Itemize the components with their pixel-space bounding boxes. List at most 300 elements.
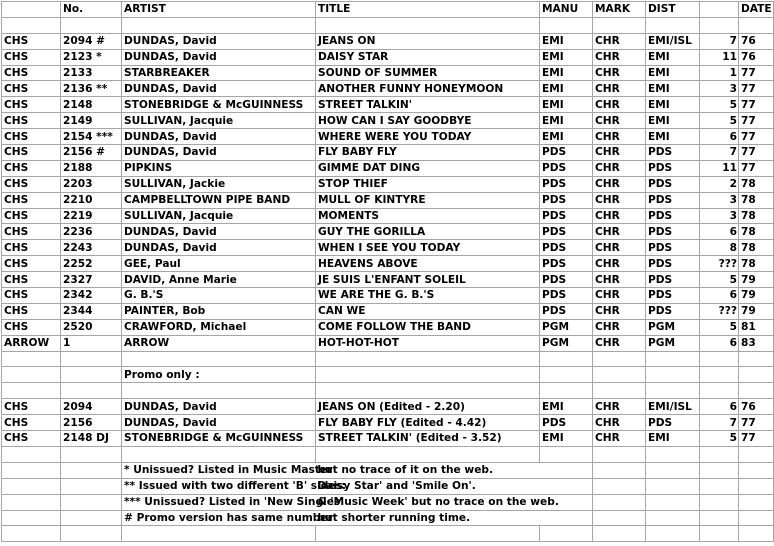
table-row [2, 303, 774, 319]
empty-cell [593, 367, 646, 383]
cell-artist: DUNDAS, David [122, 224, 316, 240]
footnote-row [2, 494, 774, 510]
footnote-row [2, 510, 774, 526]
empty-cell [540, 446, 593, 462]
empty-cell [646, 383, 700, 399]
cell-title: DAISY STAR [316, 49, 540, 65]
cell-title: FLY BABY FLY (Edited - 4.42) [316, 415, 540, 431]
cell-pos: 8 [700, 240, 739, 256]
cell-dist: EMI [646, 81, 700, 97]
cell-pos: 11 [700, 49, 739, 65]
table-row [2, 335, 774, 351]
table-row [2, 272, 774, 288]
table-row [2, 399, 774, 415]
cell-label: CHS [2, 240, 61, 256]
cell-label: CHS [2, 49, 61, 65]
cell-manu: PDS [540, 272, 593, 288]
cell-artist: DUNDAS, David [122, 129, 316, 145]
empty-cell [122, 17, 316, 33]
cell-no: 2342 [61, 288, 122, 304]
cell-mark: CHR [593, 256, 646, 272]
cell-date: 77 [739, 431, 774, 447]
empty-cell [2, 17, 61, 33]
cell-date: 78 [739, 208, 774, 224]
empty-cell [540, 526, 593, 542]
cell-date: 77 [739, 97, 774, 113]
cell-artist: DAVID, Anne Marie [122, 272, 316, 288]
table-row [2, 176, 774, 192]
table-row [2, 240, 774, 256]
cell-date: 79 [739, 303, 774, 319]
cell-no: 1 [61, 335, 122, 351]
empty-cell [739, 510, 774, 526]
cell-artist: SULLIVAN, Jackie [122, 176, 316, 192]
cell-title: JE SUIS L'ENFANT SOLEIL [316, 272, 540, 288]
empty-cell [540, 17, 593, 33]
cell-pos: 2 [700, 176, 739, 192]
header-date: DATE [739, 2, 774, 18]
cell-pos: 5 [700, 319, 739, 335]
cell-mark: CHR [593, 33, 646, 49]
cell-mark: CHR [593, 288, 646, 304]
empty-cell [700, 17, 739, 33]
cell-dist: PDS [646, 160, 700, 176]
cell-artist: CRAWFORD, Michael [122, 319, 316, 335]
footnote-right: Daisy Star' and 'Smile On'. [316, 478, 593, 494]
empty-cell [700, 367, 739, 383]
footnote-left: *** Unissued? Listed in 'New Singles' [122, 494, 316, 510]
cell-mark: CHR [593, 303, 646, 319]
cell-label: CHS [2, 399, 61, 415]
cell-no: 2520 [61, 319, 122, 335]
empty-cell [646, 462, 700, 478]
cell-dist: PGM [646, 319, 700, 335]
cell-label: CHS [2, 192, 61, 208]
cell-mark: CHR [593, 160, 646, 176]
cell-no: 2123 * [61, 49, 122, 65]
cell-manu: PDS [540, 256, 593, 272]
cell-no: 2210 [61, 192, 122, 208]
cell-pos: 7 [700, 33, 739, 49]
cell-date: 77 [739, 65, 774, 81]
table-row [2, 97, 774, 113]
cell-date: 76 [739, 399, 774, 415]
cell-title: GIMME DAT DING [316, 160, 540, 176]
empty-cell [646, 351, 700, 367]
table-body [2, 17, 774, 541]
cell-title: FLY BABY FLY [316, 145, 540, 161]
cell-date: 77 [739, 160, 774, 176]
empty-cell [739, 383, 774, 399]
empty-cell [316, 526, 540, 542]
empty-cell [2, 494, 61, 510]
cell-title: SOUND OF SUMMER [316, 65, 540, 81]
empty-cell [61, 462, 122, 478]
cell-manu: EMI [540, 65, 593, 81]
empty-cell [593, 526, 646, 542]
cell-dist: PDS [646, 176, 700, 192]
cell-date: 77 [739, 81, 774, 97]
spacer-row [2, 17, 774, 33]
cell-mark: CHR [593, 145, 646, 161]
empty-cell [700, 510, 739, 526]
cell-artist: STONEBRIDGE & McGUINNESS [122, 97, 316, 113]
spacer-row [2, 383, 774, 399]
cell-manu: PDS [540, 176, 593, 192]
cell-title: JEANS ON [316, 33, 540, 49]
cell-artist: DUNDAS, David [122, 145, 316, 161]
cell-pos: 5 [700, 97, 739, 113]
cell-manu: EMI [540, 431, 593, 447]
cell-manu: EMI [540, 97, 593, 113]
cell-manu: EMI [540, 399, 593, 415]
cell-date: 78 [739, 256, 774, 272]
cell-mark: CHR [593, 415, 646, 431]
empty-cell [739, 462, 774, 478]
cell-artist: G. B.'S [122, 288, 316, 304]
cell-mark: CHR [593, 335, 646, 351]
cell-title: STREET TALKIN' (Edited - 3.52) [316, 431, 540, 447]
cell-pos: 6 [700, 288, 739, 304]
empty-cell [316, 383, 540, 399]
cell-dist: PDS [646, 224, 700, 240]
cell-no: 2236 [61, 224, 122, 240]
table-row [2, 49, 774, 65]
cell-no: 2133 [61, 65, 122, 81]
cell-dist: EMI [646, 49, 700, 65]
cell-title: MOMENTS [316, 208, 540, 224]
empty-cell [739, 526, 774, 542]
empty-cell [700, 446, 739, 462]
empty-cell [739, 351, 774, 367]
cell-manu: PGM [540, 335, 593, 351]
cell-artist: DUNDAS, David [122, 240, 316, 256]
cell-pos: 1 [700, 65, 739, 81]
empty-cell [316, 446, 540, 462]
cell-manu: PDS [540, 160, 593, 176]
cell-pos: 6 [700, 335, 739, 351]
footnote-right: but no trace of it on the web. [316, 462, 593, 478]
cell-dist: EMI [646, 97, 700, 113]
empty-cell [646, 17, 700, 33]
table-row [2, 65, 774, 81]
cell-no: 2136 ** [61, 81, 122, 97]
cell-manu: EMI [540, 33, 593, 49]
empty-cell [700, 494, 739, 510]
cell-dist: EMI [646, 431, 700, 447]
cell-artist: ARROW [122, 335, 316, 351]
header-title: TITLE [316, 2, 540, 18]
cell-dist: EMI [646, 113, 700, 129]
cell-dist: PDS [646, 303, 700, 319]
cell-dist: PDS [646, 272, 700, 288]
cell-artist: CAMPBELLTOWN PIPE BAND [122, 192, 316, 208]
empty-cell [2, 478, 61, 494]
cell-label: CHS [2, 145, 61, 161]
empty-cell [593, 446, 646, 462]
spacer-row [2, 526, 774, 542]
cell-mark: CHR [593, 224, 646, 240]
cell-mark: CHR [593, 319, 646, 335]
empty-cell [61, 383, 122, 399]
cell-mark: CHR [593, 176, 646, 192]
empty-cell [61, 510, 122, 526]
discography-table [1, 1, 774, 542]
footnote-row [2, 478, 774, 494]
table-row [2, 208, 774, 224]
cell-dist: PGM [646, 335, 700, 351]
cell-dist: PDS [646, 192, 700, 208]
empty-cell [122, 526, 316, 542]
cell-dist: EMI [646, 129, 700, 145]
cell-manu: EMI [540, 81, 593, 97]
empty-cell [646, 510, 700, 526]
empty-cell [593, 478, 646, 494]
cell-date: 81 [739, 319, 774, 335]
cell-title: STOP THIEF [316, 176, 540, 192]
cell-title: WHEN I SEE YOU TODAY [316, 240, 540, 256]
cell-label: ARROW [2, 335, 61, 351]
cell-no: 2344 [61, 303, 122, 319]
cell-title: GUY THE GORILLA [316, 224, 540, 240]
empty-cell [2, 351, 61, 367]
cell-pos: 3 [700, 192, 739, 208]
header-artist: ARTIST [122, 2, 316, 18]
promo-heading: Promo only : [122, 367, 316, 383]
cell-label: CHS [2, 129, 61, 145]
table-row [2, 431, 774, 447]
header-label [2, 2, 61, 18]
cell-label: CHS [2, 224, 61, 240]
empty-cell [700, 462, 739, 478]
cell-manu: EMI [540, 129, 593, 145]
empty-cell [593, 510, 646, 526]
cell-mark: CHR [593, 272, 646, 288]
cell-pos: ??? [700, 303, 739, 319]
empty-cell [646, 367, 700, 383]
cell-title: HOW CAN I SAY GOODBYE [316, 113, 540, 129]
cell-no: 2149 [61, 113, 122, 129]
empty-cell [122, 383, 316, 399]
footnote-right: & 'Music Week' but no trace on the web. [316, 494, 593, 510]
spacer-row [2, 351, 774, 367]
cell-label: CHS [2, 303, 61, 319]
cell-mark: CHR [593, 192, 646, 208]
table-row [2, 145, 774, 161]
cell-date: 78 [739, 176, 774, 192]
cell-label: CHS [2, 319, 61, 335]
spacer-row [2, 446, 774, 462]
cell-label: CHS [2, 288, 61, 304]
cell-artist: STONEBRIDGE & McGUINNESS [122, 431, 316, 447]
cell-manu: PDS [540, 415, 593, 431]
cell-mark: CHR [593, 65, 646, 81]
cell-label: CHS [2, 431, 61, 447]
cell-title: JEANS ON (Edited - 2.20) [316, 399, 540, 415]
cell-title: ANOTHER FUNNY HONEYMOON [316, 81, 540, 97]
cell-date: 79 [739, 272, 774, 288]
cell-no: 2094 # [61, 33, 122, 49]
cell-label: CHS [2, 415, 61, 431]
cell-dist: PDS [646, 256, 700, 272]
cell-no: 2148 [61, 97, 122, 113]
empty-cell [61, 351, 122, 367]
cell-label: CHS [2, 160, 61, 176]
cell-mark: CHR [593, 240, 646, 256]
cell-label: CHS [2, 176, 61, 192]
empty-cell [540, 383, 593, 399]
header-row [2, 2, 774, 18]
empty-cell [593, 351, 646, 367]
empty-cell [739, 446, 774, 462]
empty-cell [2, 510, 61, 526]
empty-cell [739, 494, 774, 510]
cell-artist: STARBREAKER [122, 65, 316, 81]
cell-title: WHERE WERE YOU TODAY [316, 129, 540, 145]
empty-cell [61, 494, 122, 510]
cell-pos: 6 [700, 129, 739, 145]
cell-mark: CHR [593, 208, 646, 224]
cell-pos: 7 [700, 145, 739, 161]
header-no: No. [61, 2, 122, 18]
empty-cell [700, 478, 739, 494]
cell-dist: PDS [646, 240, 700, 256]
cell-title: HOT-HOT-HOT [316, 335, 540, 351]
cell-dist: PDS [646, 288, 700, 304]
table-row [2, 192, 774, 208]
footnote-row [2, 462, 774, 478]
cell-label: CHS [2, 208, 61, 224]
cell-no: 2154 *** [61, 129, 122, 145]
empty-cell [61, 17, 122, 33]
empty-cell [700, 383, 739, 399]
table-row [2, 256, 774, 272]
cell-pos: 5 [700, 113, 739, 129]
empty-cell [739, 17, 774, 33]
empty-cell [122, 351, 316, 367]
empty-cell [739, 478, 774, 494]
promo-heading-row [2, 367, 774, 383]
table-row [2, 81, 774, 97]
cell-date: 76 [739, 49, 774, 65]
empty-cell [646, 526, 700, 542]
cell-mark: CHR [593, 431, 646, 447]
cell-mark: CHR [593, 97, 646, 113]
table-row [2, 224, 774, 240]
table-row [2, 129, 774, 145]
cell-artist: PAINTER, Bob [122, 303, 316, 319]
cell-title: HEAVENS ABOVE [316, 256, 540, 272]
empty-cell [316, 17, 540, 33]
cell-pos: 6 [700, 224, 739, 240]
cell-dist: PDS [646, 415, 700, 431]
header-dist: DIST [646, 2, 700, 18]
cell-artist: SULLIVAN, Jacquie [122, 113, 316, 129]
cell-pos: 11 [700, 160, 739, 176]
cell-artist: DUNDAS, David [122, 33, 316, 49]
cell-no: 2327 [61, 272, 122, 288]
cell-manu: PDS [540, 240, 593, 256]
empty-cell [540, 367, 593, 383]
empty-cell [316, 367, 540, 383]
empty-cell [646, 494, 700, 510]
cell-label: CHS [2, 272, 61, 288]
cell-no: 2243 [61, 240, 122, 256]
empty-cell [646, 446, 700, 462]
cell-label: CHS [2, 113, 61, 129]
cell-manu: EMI [540, 49, 593, 65]
header-manu: MANU [540, 2, 593, 18]
cell-title: CAN WE [316, 303, 540, 319]
cell-artist: PIPKINS [122, 160, 316, 176]
cell-manu: EMI [540, 113, 593, 129]
cell-artist: SULLIVAN, Jacquie [122, 208, 316, 224]
empty-cell [2, 526, 61, 542]
cell-mark: CHR [593, 399, 646, 415]
empty-cell [646, 478, 700, 494]
table-row [2, 415, 774, 431]
cell-no: 2094 [61, 399, 122, 415]
cell-date: 77 [739, 129, 774, 145]
empty-cell [739, 367, 774, 383]
cell-dist: EMI/ISL [646, 33, 700, 49]
empty-cell [61, 526, 122, 542]
header-mark: MARK [593, 2, 646, 18]
cell-date: 77 [739, 113, 774, 129]
cell-artist: DUNDAS, David [122, 399, 316, 415]
cell-date: 77 [739, 145, 774, 161]
cell-pos: 3 [700, 81, 739, 97]
empty-cell [61, 446, 122, 462]
cell-title: COME FOLLOW THE BAND [316, 319, 540, 335]
cell-no: 2148 DJ [61, 431, 122, 447]
cell-date: 78 [739, 240, 774, 256]
cell-no: 2188 [61, 160, 122, 176]
cell-dist: PDS [646, 208, 700, 224]
footnote-left: # Promo version has same number [122, 510, 316, 526]
cell-manu: PDS [540, 288, 593, 304]
empty-cell [2, 462, 61, 478]
table-row [2, 319, 774, 335]
cell-manu: PGM [540, 319, 593, 335]
empty-cell [122, 446, 316, 462]
empty-cell [593, 494, 646, 510]
cell-no: 2156 [61, 415, 122, 431]
cell-title: MULL OF KINTYRE [316, 192, 540, 208]
table-row [2, 33, 774, 49]
cell-dist: EMI [646, 65, 700, 81]
cell-date: 76 [739, 33, 774, 49]
empty-cell [2, 367, 61, 383]
cell-title: WE ARE THE G. B.'S [316, 288, 540, 304]
cell-no: 2252 [61, 256, 122, 272]
cell-artist: GEE, Paul [122, 256, 316, 272]
cell-artist: DUNDAS, David [122, 81, 316, 97]
footnote-left: * Unissued? Listed in Music Master [122, 462, 316, 478]
cell-label: CHS [2, 81, 61, 97]
cell-date: 77 [739, 415, 774, 431]
empty-cell [593, 462, 646, 478]
cell-label: CHS [2, 97, 61, 113]
cell-artist: DUNDAS, David [122, 415, 316, 431]
cell-title: STREET TALKIN' [316, 97, 540, 113]
table-row [2, 288, 774, 304]
cell-pos: 7 [700, 415, 739, 431]
cell-date: 79 [739, 288, 774, 304]
cell-label: CHS [2, 65, 61, 81]
cell-mark: CHR [593, 49, 646, 65]
table-row [2, 160, 774, 176]
